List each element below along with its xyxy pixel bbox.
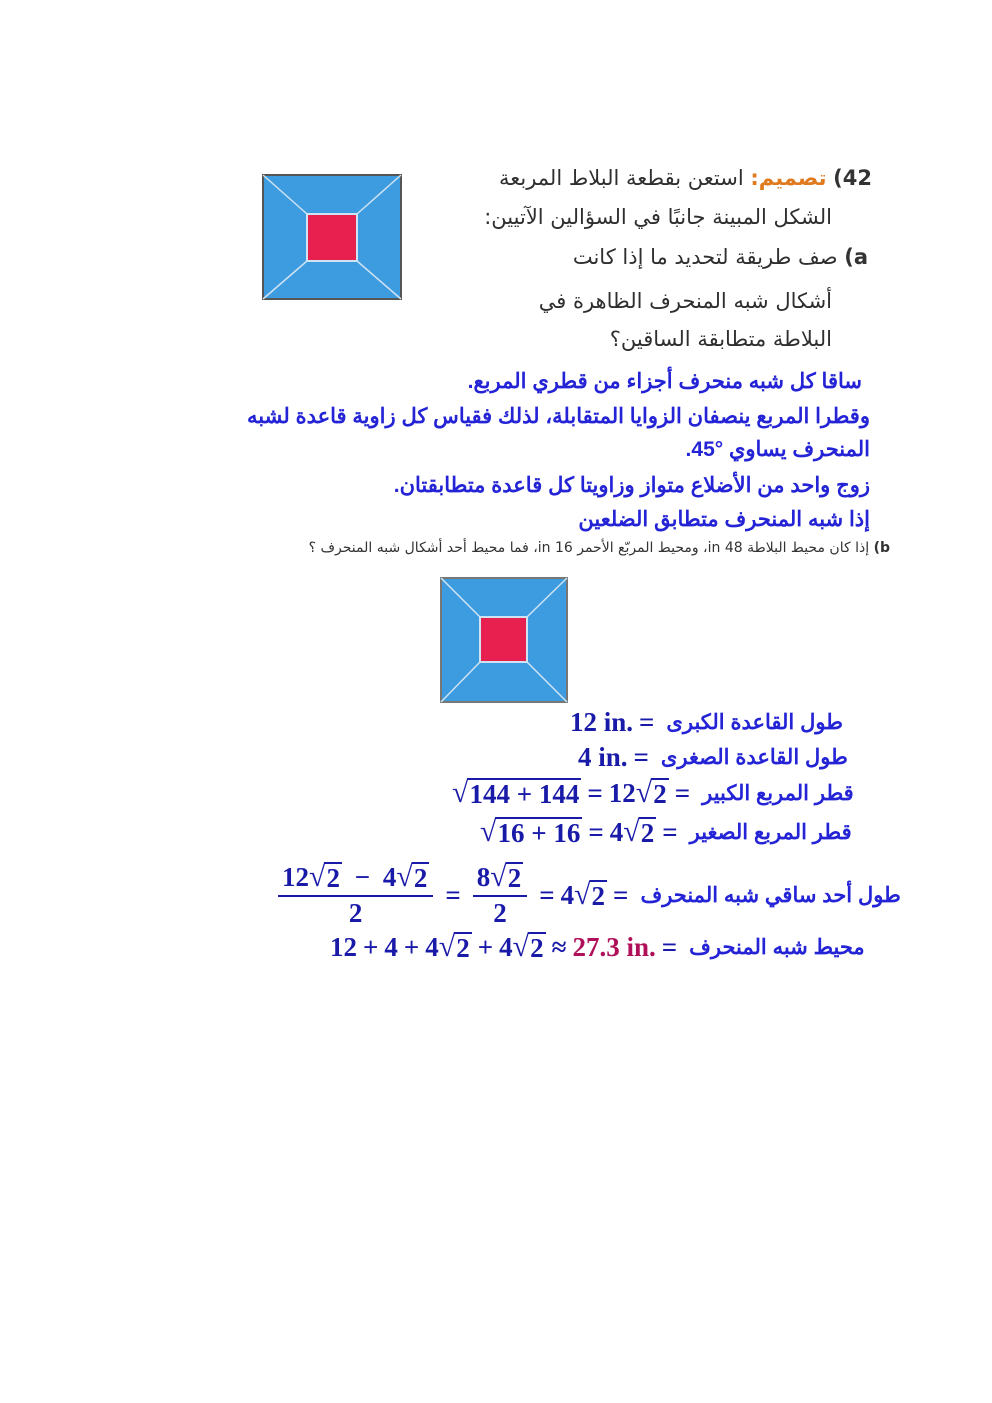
short-base-row: 4 in. = طول القاعدة الصغرى	[578, 742, 848, 772]
part-b-letter: b)	[873, 540, 890, 556]
problem-line-1: استعن بقطعة البلاط المربعة	[498, 166, 744, 190]
perimeter-row: 12 + 4 + 4 √ 2 + 4 √ 2 ≈ 27.3 in. = محيط شبه المنحرف	[330, 930, 865, 964]
leg-fraction-2: 8 √ 2 2	[473, 862, 527, 928]
problem-line-5: البلاطة متطابقة الساقين؟	[609, 327, 832, 351]
big-diagonal-row: √ 144 + 144 = 12 √ 2 = قطر المربع الكبير	[452, 776, 854, 810]
leg-length-row: 12 √ 2 − 4 √ 2 2 = 8 √ 2 2 = 4 √ 2 = طول أحد ساقي شبه المنحرف	[272, 862, 901, 928]
perimeter-value: 27.3 in.	[572, 932, 656, 962]
small-diag-label: قطر المربع الصغير	[689, 821, 852, 844]
problem-line-2: الشكل المبينة جانبًا في السؤالين الآتيين:	[484, 205, 832, 229]
leg-label: طول أحد ساقي شبه المنحرف	[640, 883, 901, 907]
problem-line-4: أشكال شبه المنحرف الظاهرة في	[538, 289, 832, 313]
long-base-row: 12 in. = طول القاعدة الكبرى	[570, 707, 843, 737]
part-b-question	[100, 540, 890, 556]
big-diag-label: قطر المربع الكبير	[702, 782, 854, 805]
small-diag-coef: 4	[609, 817, 624, 847]
tile-figure-top	[262, 174, 402, 300]
long-base-value: 12 in.	[570, 707, 634, 737]
short-base-label: طول القاعدة الصغرى	[660, 746, 848, 769]
answer-a-line-5: إذا شبه المنحرف متطابق الضلعين	[578, 508, 870, 531]
problem-line-3: a) صف طريقة لتحديد ما إذا كانت	[572, 245, 868, 269]
problem-header	[499, 166, 872, 190]
answer-a-line-2: وقطرا المربع ينصفان الزوايا المتقابلة، لذلك فقياس كل زاوية قاعدة لشبه	[247, 405, 870, 428]
small-diagonal-row: √ 16 + 16 = 4 √ 2 = قطر المربع الصغير	[480, 815, 852, 849]
question-number: 42)	[833, 166, 872, 190]
part-a-letter: a)	[844, 245, 868, 269]
small-diag-sqrt: √ 16 + 16	[480, 815, 581, 849]
leg-fraction-1: 12 √ 2 − 4 √ 2 2	[278, 862, 433, 928]
answer-a-line-4: زوج واحد من الأضلاع متواز وزاويتا كل قاعدة متطابقتان.	[393, 474, 870, 497]
perimeter-label: محيط شبه المنحرف	[689, 936, 865, 959]
leg-result: 4	[560, 879, 575, 910]
question-title: تصميم:	[750, 166, 827, 190]
tile-figure-bottom	[440, 577, 568, 703]
short-base-value: 4 in.	[578, 742, 628, 772]
big-diag-sqrt: √ 144 + 144	[452, 776, 580, 810]
answer-a-line-3: المنحرف يساوي °45.	[685, 438, 870, 461]
long-base-label: طول القاعدة الكبرى	[666, 711, 843, 734]
answer-a-line-1: ساقا كل شبه منحرف أجزاء من قطري المربع.	[467, 370, 862, 393]
part-b-text: إذا كان محيط البلاطة 48 in، ومحيط المربّع الأحمر 16 in، فما محيط أحد أشكال شبه المنحرف ؟	[308, 540, 870, 556]
big-diag-coef: 12	[608, 778, 636, 808]
